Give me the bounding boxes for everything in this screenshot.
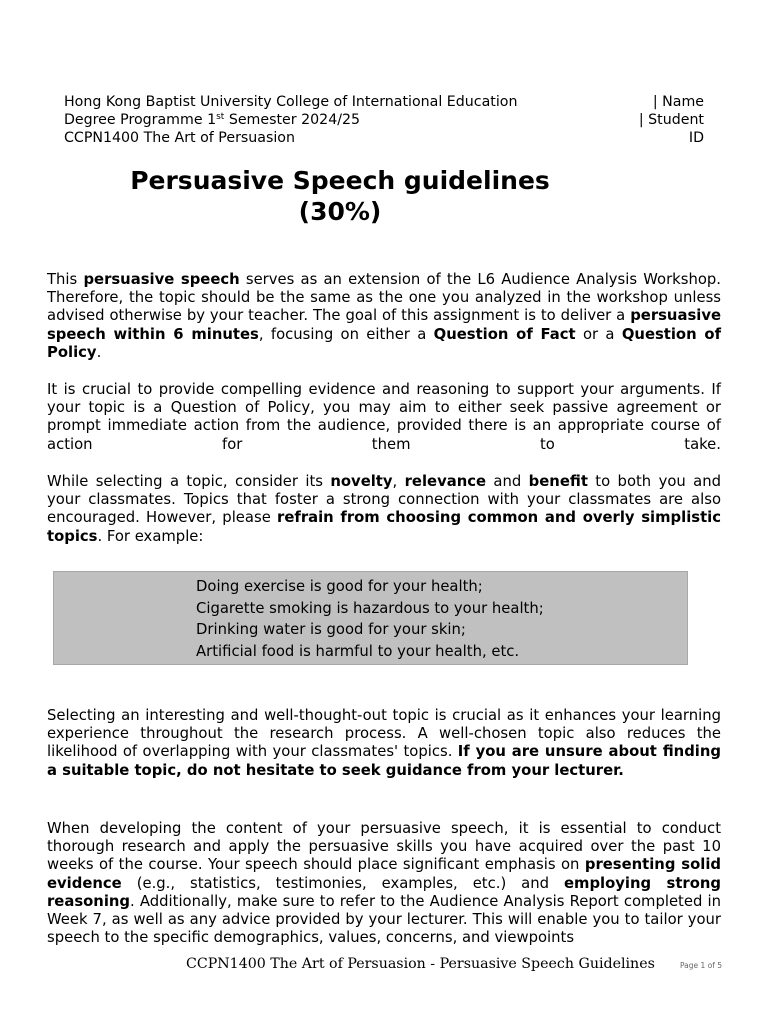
- page-header: [64, 93, 704, 147]
- content-development-text: When developing the content of your persuasive speech, it is essential to conduct thorough research and apply the persuasive skills you have acquired over the past 10 weeks of the course. Your speech should place significant emphasis on presenting solid evidence (e.g., statistics, testimonies, examples, etc.) and employing strong reasoning. Additionally, make sure to refer to the Audience Analysis Report completed in Week 7, as well as any advice provided by your lecturer. This will enable you to tailor your speech to the specific demographics, values, concerns, and viewpoints: [47, 820, 722, 947]
- intro-text: This persuasive speech serves as an extension of the L6 Audience Analysis Workshop. Therefore, the topic should be the same as the one you analyzed in the workshop unless advised otherwise by your teacher. The goal of this assignment is to deliver a persuasive speech within 6 minutes, focusing on either a Question of Fact or a Question of Policy.: [47, 271, 722, 361]
- topic-advice-paragraph: [47, 707, 721, 780]
- evidence-text: It is crucial to provide compelling evidence and reasoning to support your arguments. If your topic is a Question of Policy, you may aim to either seek passive agreement or prompt immediate action from the audience, provided there is an appropriate course of action for them to take.: [47, 381, 721, 453]
- programme-suffix: Semester 2024/25: [224, 112, 361, 128]
- example-topic: Cigarette smoking is hazardous to your health;: [196, 599, 544, 617]
- evidence-paragraph: [47, 381, 721, 454]
- example-topic: Doing exercise is good for your health;: [196, 578, 483, 595]
- course-code: CCPN1400 The Art of Persuasion: [64, 130, 295, 146]
- intro-paragraph: [47, 271, 721, 362]
- example-topics-list: [196, 576, 544, 662]
- topic-advice-text: Selecting an interesting and well-thought-out topic is crucial as it enhances your learning experience throughout the research process. A well-chosen topic also reduces the likelihood of overlapping with your classmates' topics. If you are unsure about finding a suitable topic, do not hesitate to seek guidance from your lecturer.: [47, 707, 721, 779]
- title-line-2: (30%): [298, 197, 382, 226]
- topic-selection-text: While selecting a topic, consider its novelty, relevance and benefit to both you and your classmates. Topics that foster a strong connection with your classmates are also encouraged. However, please refrain from choosing common and overly simplistic topics. For example:: [47, 473, 722, 545]
- topic-selection-paragraph: [47, 473, 721, 546]
- example-topic: Drinking water is good for your skin;: [196, 621, 466, 638]
- id-label: ID: [688, 130, 704, 146]
- page-title: [80, 165, 600, 227]
- header-row-1: [64, 93, 704, 111]
- title-line-1: Persuasive Speech guidelines: [130, 166, 550, 195]
- ordinal-suffix: st: [216, 112, 225, 122]
- institution-name: Hong Kong Baptist University College of International Education: [64, 94, 518, 110]
- programme-prefix: Degree Programme 1: [64, 112, 217, 128]
- example-topic: Artificial food is harmful to your health, etc.: [196, 642, 520, 660]
- header-row-2: [64, 111, 704, 129]
- page-number: Page 1 of 5: [680, 961, 723, 970]
- content-development-paragraph: [47, 820, 721, 947]
- header-row-3: [64, 129, 704, 147]
- student-label: | Student: [638, 112, 704, 128]
- example-topics-box: [53, 571, 688, 665]
- programme-line: [64, 111, 360, 129]
- name-label: | Name: [652, 94, 704, 110]
- page-footer: CCPN1400 The Art of Persuasion - Persuasive Speech Guidelines: [186, 956, 655, 972]
